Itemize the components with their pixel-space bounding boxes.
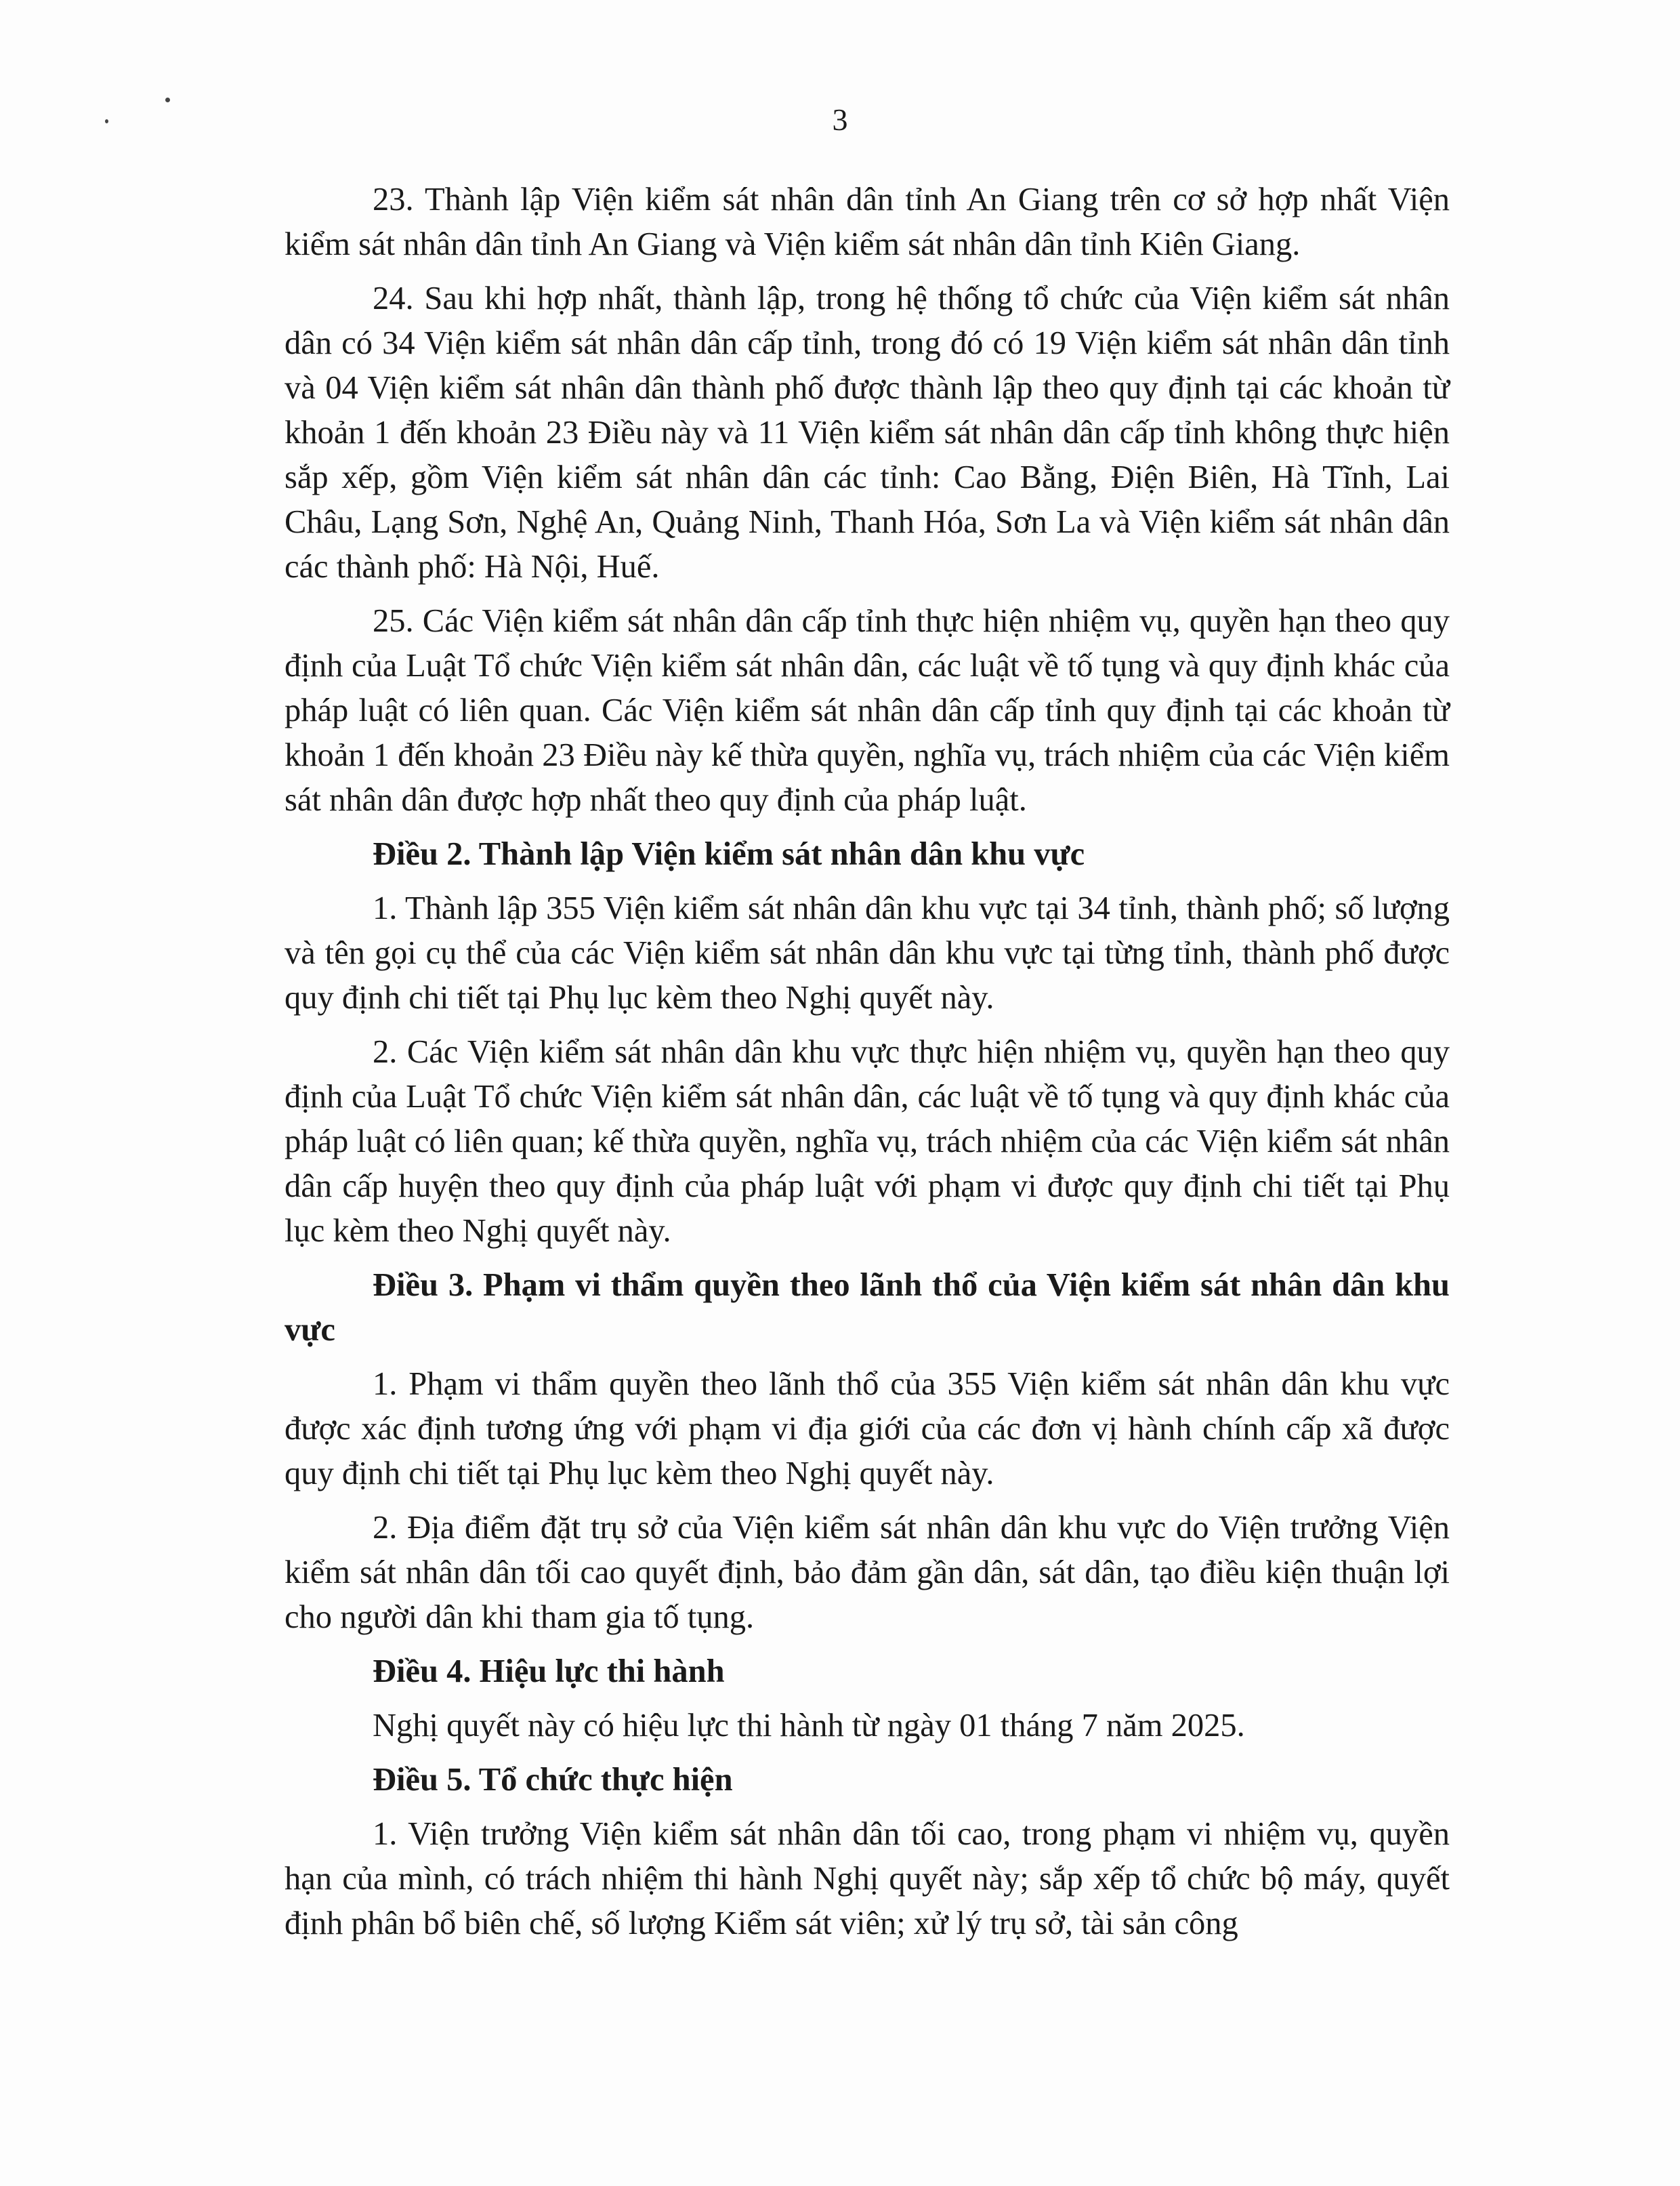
article-4-text: Nghị quyết này có hiệu lực thi hành từ ngày 01 tháng 7 năm 2025.	[373, 1708, 1245, 1744]
article-5-clause-1: 1. Viện trưởng Viện kiểm sát nhân dân tối cao, trong phạm vi nhiệm vụ, quyền hạn của mình, có trách nhiệm thi hành Nghị quyết này; sắp xếp tổ chức bộ máy, quyết định phân bổ biên chế, số lượng Kiểm sát viên; xử lý trụ sở, tài sản công	[285, 1816, 1450, 1941]
article-5-heading: Điều 5. Tổ chức thực hiện	[373, 1762, 733, 1798]
article-2-heading: Điều 2. Thành lập Viện kiểm sát nhân dân khu vực	[373, 836, 1085, 872]
article-3-clause-1: 1. Phạm vi thẩm quyền theo lãnh thổ của 355 Viện kiểm sát nhân dân khu vực được xác định tương ứng với phạm vi địa giới của các đơn vị hành chính cấp xã được quy định chi tiết tại Phụ lục kèm theo Nghị quyết này.	[285, 1366, 1450, 1491]
article-3-clause-2: 2. Địa điểm đặt trụ sở của Viện kiểm sát nhân dân khu vực do Viện trưởng Viện kiểm sát nhân dân tối cao quyết định, bảo đảm gần dân, sát dân, tạo điều kiện thuận lợi cho người dân khi tham gia tố tụng.	[285, 1510, 1450, 1635]
page-number: 3	[832, 102, 848, 137]
clause-25: 25. Các Viện kiểm sát nhân dân cấp tỉnh thực hiện nhiệm vụ, quyền hạn theo quy định của Luật Tổ chức Viện kiểm sát nhân dân, các luật về tố tụng và quy định khác của pháp luật có liên quan. Các Viện kiểm sát nhân dân cấp tỉnh quy định tại các khoản từ khoản 1 đến khoản 23 Điều này kế thừa quyền, nghĩa vụ, trách nhiệm của các Viện kiểm sát nhân dân được hợp nhất theo quy định của pháp luật.	[285, 603, 1450, 818]
document-body	[285, 178, 1450, 1946]
article-3-heading: Điều 3. Phạm vi thẩm quyền theo lãnh thổ của Viện kiểm sát nhân dân khu vực	[285, 1267, 1450, 1348]
article-2-clause-2: 2. Các Viện kiểm sát nhân dân khu vực thực hiện nhiệm vụ, quyền hạn theo quy định của Luật Tổ chức Viện kiểm sát nhân dân, các luật về tố tụng và quy định khác của pháp luật có liên quan; kế thừa quyền, nghĩa vụ, trách nhiệm của các Viện kiểm sát nhân dân cấp huyện theo quy định của pháp luật với phạm vi được quy định chi tiết tại Phụ lục kèm theo Nghị quyết này.	[285, 1034, 1450, 1249]
article-2-clause-1: 1. Thành lập 355 Viện kiểm sát nhân dân khu vực tại 34 tỉnh, thành phố; số lượng và tên gọi cụ thể của các Viện kiểm sát nhân dân khu vực tại từng tỉnh, thành phố được quy định chi tiết tại Phụ lục kèm theo Nghị quyết này.	[285, 890, 1450, 1016]
article-4-heading: Điều 4. Hiệu lực thi hành	[373, 1653, 725, 1689]
clause-24: 24. Sau khi hợp nhất, thành lập, trong hệ thống tổ chức của Viện kiểm sát nhân dân có 34 Viện kiểm sát nhân dân cấp tỉnh, trong đó có 19 Viện kiểm sát nhân dân tỉnh và 04 Viện kiểm sát nhân dân thành phố được thành lập theo quy định tại các khoản từ khoản 1 đến khoản 23 Điều này và 11 Viện kiểm sát nhân dân cấp tỉnh không thực hiện sắp xếp, gồm Viện kiểm sát nhân dân các tỉnh: Cao Bằng, Điện Biên, Hà Tĩnh, Lai Châu, Lạng Sơn, Nghệ An, Quảng Ninh, Thanh Hóa, Sơn La và Viện kiểm sát nhân dân các thành phố: Hà Nội, Huế.	[285, 281, 1450, 585]
clause-23: 23. Thành lập Viện kiểm sát nhân dân tỉnh An Giang trên cơ sở hợp nhất Viện kiểm sát nhân dân tỉnh An Giang và Viện kiểm sát nhân dân tỉnh Kiên Giang.	[285, 182, 1450, 262]
